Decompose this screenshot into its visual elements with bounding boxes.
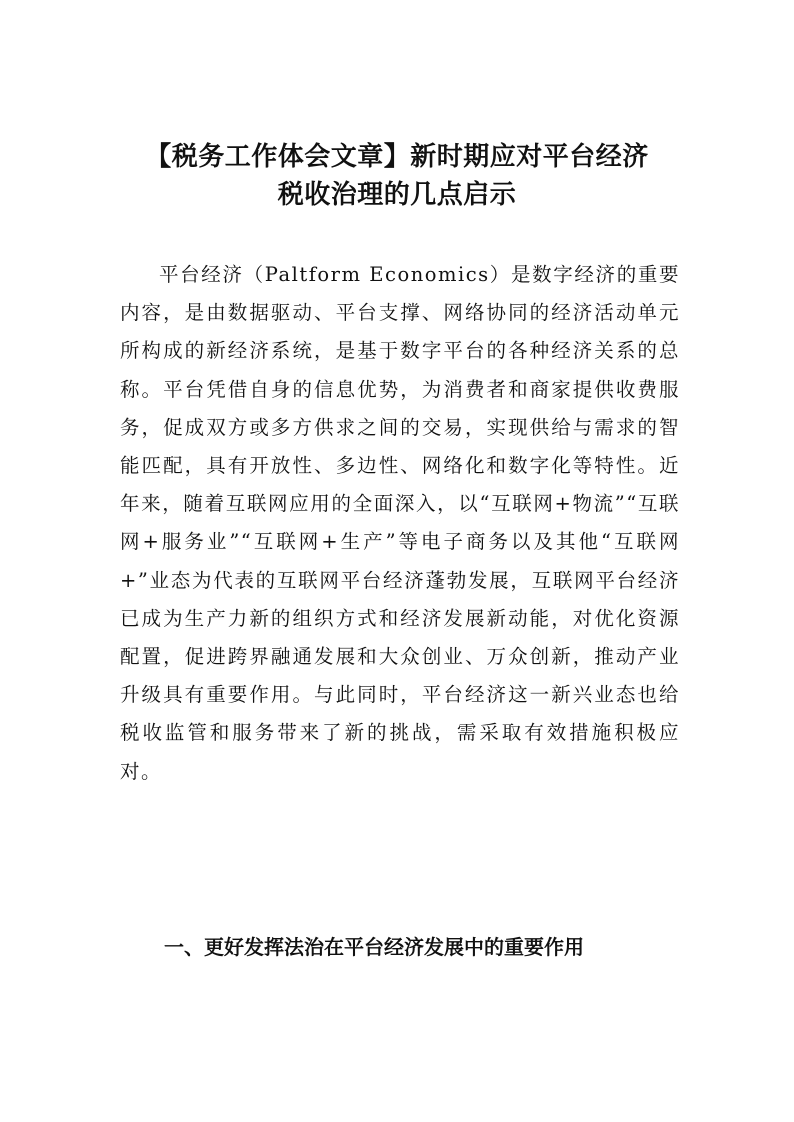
- document-title: [100, 138, 694, 214]
- title-line-1: 【税务工作体会文章】新时期应对平台经济: [145, 142, 649, 172]
- title-line-2: 税收治理的几点启示: [277, 180, 517, 210]
- section-heading-1: 一、更好发挥法治在平台经济发展中的重要作用: [164, 935, 584, 959]
- intro-paragraph: 平台经济（Paltform Economics）是数字经济的重要内容，是由数据驱动、平台支撑、网络协同的经济活动单元所构成的新经济系统，是基于数字平台的各种经济关系的总称。平台凭借自身的信息优势，为消费者和商家提供收费服务，促成双方或多方供求之间的交易，实现供给与需求的智能匹配，具有开放性、多边性、网络化和数字化等特性。近年来，随着互联网应用的全面深入，以“互联网+物流”“互联网+服务业”“互联网+生产”等电子商务以及其他“互联网+”业态为代表的互联网平台经济蓬勃发展，互联网平台经济已成为生产力新的组织方式和经济发展新动能，对优化资源配置，促进跨界融通发展和大众创业、万众创新，推动产业升级具有重要作用。与此同时，平台经济这一新兴业态也给税收监管和服务带来了新的挑战，需采取有效措施积极应对。: [120, 263, 680, 783]
